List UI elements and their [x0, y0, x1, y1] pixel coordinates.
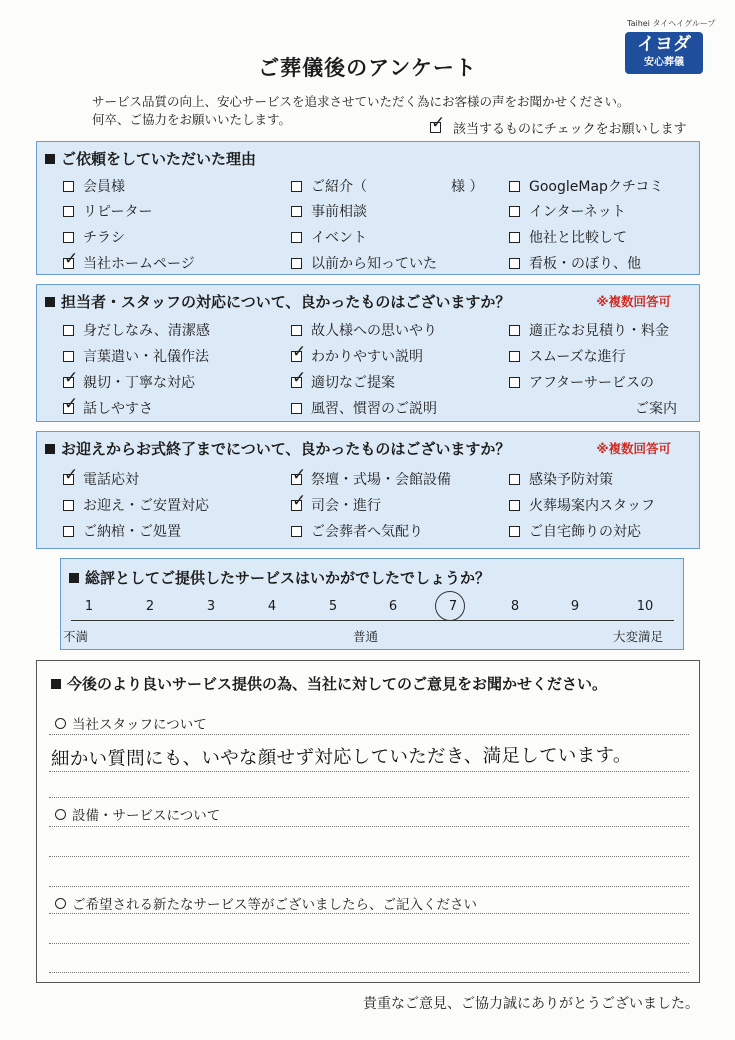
- checked-box-icon[interactable]: [291, 351, 302, 362]
- checkbox-icon[interactable]: [291, 232, 302, 243]
- checkbox-icon[interactable]: [509, 181, 520, 192]
- section-title: ご依頼をしていただいた理由: [45, 148, 256, 169]
- checkbox-item[interactable]: ✓ 適切なご提案: [291, 372, 395, 392]
- checkbox-icon[interactable]: [291, 258, 302, 269]
- checkbox-item[interactable]: 事前相談: [291, 201, 367, 221]
- square-bullet-icon: [45, 297, 55, 307]
- checkbox-item[interactable]: 風習、慣習のご説明: [291, 398, 437, 418]
- rating-scale-line: [71, 620, 674, 621]
- logo-sub: 安心葬儀: [644, 57, 684, 68]
- square-bullet-icon: [69, 573, 79, 583]
- checkbox-icon[interactable]: [509, 351, 520, 362]
- writing-line: [49, 797, 689, 798]
- rating-option[interactable]: 2: [145, 599, 155, 614]
- circle-bullet-icon: [55, 718, 66, 729]
- checkbox-item[interactable]: ご納棺・ご処置: [63, 521, 181, 541]
- section-title: 総評としてご提供したサービスはいかがでしたでしょうか？: [69, 567, 490, 588]
- square-bullet-icon: [45, 444, 55, 454]
- question-staff: 当社スタッフについて: [55, 713, 207, 733]
- checked-box-icon[interactable]: [291, 500, 302, 511]
- checkbox-item[interactable]: 身だしなみ、清潔感: [63, 320, 210, 340]
- writing-line: [49, 826, 689, 827]
- intro-line-2: 何卒、ご協力をお願いいたします。: [92, 112, 292, 127]
- rating-option[interactable]: 4: [267, 599, 277, 614]
- checkbox-icon[interactable]: [509, 474, 520, 485]
- checkbox-item[interactable]: ご会葬者へ気配り: [291, 521, 423, 541]
- checkbox-item[interactable]: リピーター: [63, 201, 152, 221]
- checkbox-item[interactable]: チラシ: [63, 227, 125, 247]
- checkbox-icon[interactable]: [509, 206, 520, 217]
- checkbox-item[interactable]: 適正なお見積り・料金: [509, 320, 669, 340]
- writing-line: [49, 856, 689, 857]
- checkbox-icon[interactable]: [63, 351, 74, 362]
- checkbox-item[interactable]: 感染予防対策: [509, 469, 613, 489]
- checkbox-item[interactable]: ✓ 話しやすさ: [63, 398, 153, 418]
- writing-line: [49, 972, 689, 973]
- checkbox-icon[interactable]: [63, 526, 74, 537]
- square-bullet-icon: [45, 154, 55, 164]
- rating-option[interactable]: 7: [448, 599, 458, 614]
- checkbox-item[interactable]: 言葉遣い・礼儀作法: [63, 346, 209, 366]
- checked-box-icon[interactable]: [63, 403, 74, 414]
- section-reasons: [36, 141, 700, 275]
- checkbox-item[interactable]: ご紹介（ 様 ）: [291, 176, 483, 196]
- rating-option[interactable]: 8: [510, 599, 520, 614]
- checkbox-item[interactable]: ✓ 当社ホームページ: [63, 253, 195, 273]
- square-bullet-icon: [51, 679, 61, 689]
- checkbox-item[interactable]: イベント: [291, 227, 367, 247]
- section-staff: [36, 284, 700, 422]
- checkbox-icon[interactable]: [509, 232, 520, 243]
- section-title: 今後のより良いサービス提供の為、当社に対してのご意見をお聞かせください。: [51, 673, 607, 694]
- checkbox-icon[interactable]: [509, 526, 520, 537]
- checked-box-icon[interactable]: [63, 258, 74, 269]
- selected-rating-circle: [435, 591, 465, 621]
- logo-group: Taihei タイヘイグループ: [627, 19, 716, 28]
- company-logo: [625, 18, 716, 74]
- rating-option[interactable]: 10: [636, 599, 654, 614]
- thank-you-note: 貴重なご意見、ご協力誠にありがとうございました。: [363, 996, 699, 1012]
- checkbox-item[interactable]: お迎え・ご安置対応: [63, 495, 209, 515]
- writing-line: [49, 771, 689, 772]
- checked-box-icon[interactable]: [291, 377, 302, 388]
- checkbox-item[interactable]: ✓ 親切・丁寧な対応: [63, 372, 195, 392]
- checkbox-item[interactable]: 火葬場案内スタッフ: [509, 495, 655, 515]
- checkbox-icon[interactable]: [291, 526, 302, 537]
- checkbox-icon[interactable]: [63, 325, 74, 336]
- rating-option[interactable]: 9: [570, 599, 580, 614]
- checkbox-item[interactable]: ✓ 司会・進行: [291, 495, 381, 515]
- section-title: 担当者・スタッフの対応について、良かったものはございますか？: [45, 291, 510, 312]
- rating-option[interactable]: 3: [206, 599, 216, 614]
- checkbox-item[interactable]: 以前から知っていた: [291, 253, 437, 273]
- writing-line: [49, 943, 689, 944]
- rating-mid-label: 普通: [353, 629, 379, 644]
- checkbox-item[interactable]: アフターサービスの: [509, 372, 654, 392]
- circle-bullet-icon: [55, 898, 66, 909]
- multiple-answer-note: ※複数回答可: [596, 294, 671, 309]
- checkbox-icon[interactable]: [63, 232, 74, 243]
- checkbox-icon[interactable]: [509, 377, 520, 388]
- checkbox-item[interactable]: 看板・のぼり、他: [509, 253, 641, 273]
- checkbox-item[interactable]: ✓ わかりやすい説明: [291, 346, 423, 366]
- checkbox-icon[interactable]: [291, 206, 302, 217]
- multiple-answer-note: ※複数回答可: [596, 441, 671, 456]
- check-instruction-text: 該当するものにチェックをお願いします: [453, 122, 687, 137]
- writing-line: [49, 886, 689, 887]
- checkbox-icon[interactable]: [291, 325, 302, 336]
- checkbox-item[interactable]: ご自宅飾りの対応: [509, 521, 641, 541]
- item-continuation: ご案内: [635, 401, 677, 417]
- section-title: お迎えからお式終了までについて、良かったものはございますか？: [45, 438, 510, 459]
- writing-line: [49, 913, 689, 914]
- checkbox-item[interactable]: インターネット: [509, 201, 626, 221]
- rating-low-label: 不満: [63, 629, 89, 644]
- checkbox-icon[interactable]: [509, 258, 520, 269]
- section-overall-rating: [60, 558, 684, 650]
- checkbox-icon[interactable]: [63, 500, 74, 511]
- logo-name: イヨダ: [637, 34, 691, 55]
- check-instruction: [430, 118, 687, 137]
- checkbox-item[interactable]: 会員様: [63, 176, 125, 196]
- checkbox-icon[interactable]: [291, 403, 302, 414]
- circle-bullet-icon: [55, 809, 66, 820]
- checked-box-icon[interactable]: [291, 474, 302, 485]
- rating-option[interactable]: 1: [84, 599, 94, 614]
- checkbox-item[interactable]: スムーズな進行: [509, 346, 626, 366]
- question-new-services: ご希望される新たなサービス等がございましたら、ご記入ください: [55, 893, 477, 913]
- checked-box-icon[interactable]: [63, 474, 74, 485]
- checked-box-icon: [430, 122, 441, 133]
- checkbox-icon[interactable]: [509, 500, 520, 511]
- question-facilities: 設備・サービスについて: [55, 804, 220, 824]
- checkbox-item[interactable]: 故人様への思いやり: [291, 320, 437, 340]
- checkbox-item[interactable]: ✓ 電話応対: [63, 469, 139, 489]
- page-title: ご葬儀後のアンケート: [258, 56, 477, 80]
- checkbox-icon[interactable]: [291, 181, 302, 192]
- rating-option[interactable]: 6: [388, 599, 398, 614]
- checkbox-item[interactable]: 他社と比較して: [509, 227, 627, 247]
- answer-staff[interactable]: 細かい質問にも、いやな顔せず対応していただき、満足しています。: [50, 744, 632, 771]
- checked-box-icon[interactable]: [63, 377, 74, 388]
- checkbox-item[interactable]: GoogleMapクチコミ: [509, 176, 663, 196]
- intro-line-1: サービス品質の向上、安心サービスを追求させていただく為にお客様の声をお聞かせください。: [92, 94, 630, 109]
- checkbox-icon[interactable]: [63, 181, 74, 192]
- writing-line: [49, 734, 689, 735]
- rating-high-label: 大変満足: [613, 629, 664, 644]
- checkbox-icon[interactable]: [509, 325, 520, 336]
- rating-option[interactable]: 5: [328, 599, 338, 614]
- section-ceremony: [36, 431, 700, 549]
- checkbox-item[interactable]: ✓ 祭壇・式場・会館設備: [291, 469, 451, 489]
- checkbox-icon[interactable]: [63, 206, 74, 217]
- section-opinions: [36, 660, 700, 983]
